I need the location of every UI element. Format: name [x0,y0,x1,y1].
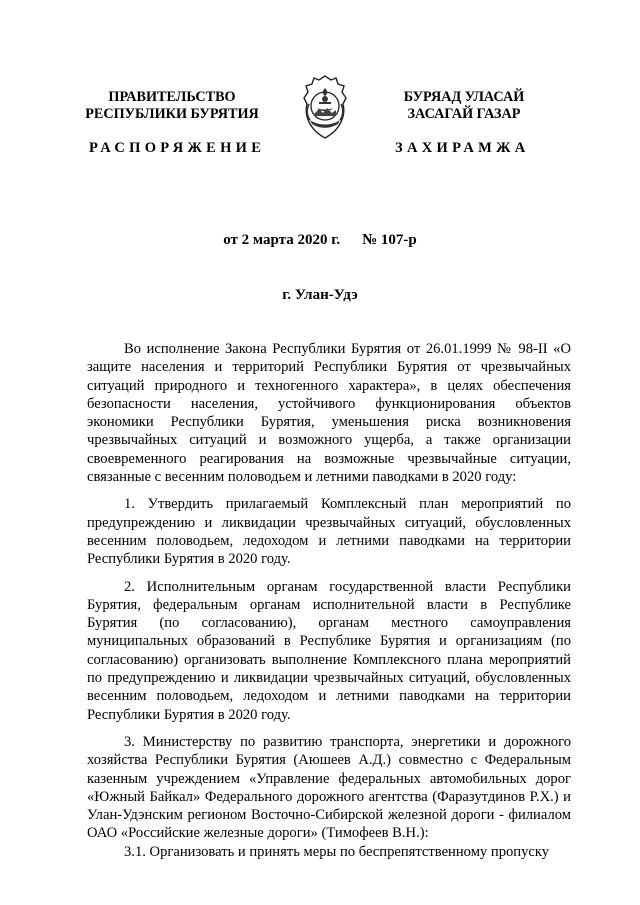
government-name-line2: РЕСПУБЛИКИ БУРЯТИЯ [85,106,259,122]
coat-of-arms-icon [300,74,350,140]
document-body [87,340,571,861]
document-date-number-line [0,232,640,249]
paragraph-item-3-1: 3.1. Организовать и принять меры по беспрепятственному пропуску [124,843,550,860]
paragraph-item-1: 1. Утвердить прилагаемый Комплексный план мероприятий по предупреждению и ликвидации чрезвычайных ситуаций, обусловленных весенним половодьем, ледоходом и летними паводками на территории Республики Бурятия в 2020 году. [87,496,571,568]
government-name-buryat-line1: БУРЯАД УЛАСАЙ [403,89,525,105]
document-type-buryat: ЗАХИРАМЖА [395,140,530,156]
document-number: № 107-р [362,232,417,248]
preamble-paragraph: Во исполнение Закона Республики Бурятия от 26.01.1999 № 98-II «О защите населения и территорий Республики Бурятия от чрезвычайных ситуаций природного и техногенного характера», в целях обеспечения безопасности населения, устойчивого функционирования объектов экономики Республики Бурятия, уменьшения риска возникновения чрезвычайных ситуаций и возможного ущерба, а также организации своевременного реагирования на возможные чрезвычайные ситуации, связанные с весенним половодьем и летними паводками в 2020 году: [87,341,571,486]
government-name-buryat-line2: ЗАСАГАЙ ГАЗАР [407,106,521,122]
header-left-block [74,89,270,123]
paragraph-item-3: 3. Министерству по развитию транспорта, энергетики и дорожного хозяйства Республики Бурятия (Аюшеев А.Д.) совместно с Федеральным казенным учреждением «Управление федеральных автомобильных дорог «Южный Байкал» Федерального дорожного агентства (Фаразутдинов Р.Х.) и Улан-Удэнским регионом Восточно-Сибирской железной дороги - филиалом ОАО «Российские железные дороги» (Тимофеев В.Н.): [87,733,571,842]
document-type-russian: РАСПОРЯЖЕНИЕ [89,140,266,156]
document-city: г. Улан-Удэ [282,287,358,303]
header-right-block [378,89,550,123]
government-name-line1: ПРАВИТЕЛЬСТВО [108,89,236,105]
document-date: от 2 марта 2020 г. [223,232,341,248]
paragraph-item-2: 2. Исполнительным органам государственной власти Республики Бурятия, федеральным органам исполнительной власти в Республике Бурятия (по согласованию), органам местного самоуправления муниципальных образований в Республике Бурятия и организациям (по согласованию) организовать выполнение Комплексного плана мероприятий по предупреждению и ликвидации чрезвычайных ситуаций, обусловленных весенним половодьем, ледоходом и летними паводками на территории Республики Бурятия в 2020 году. [87,578,571,723]
